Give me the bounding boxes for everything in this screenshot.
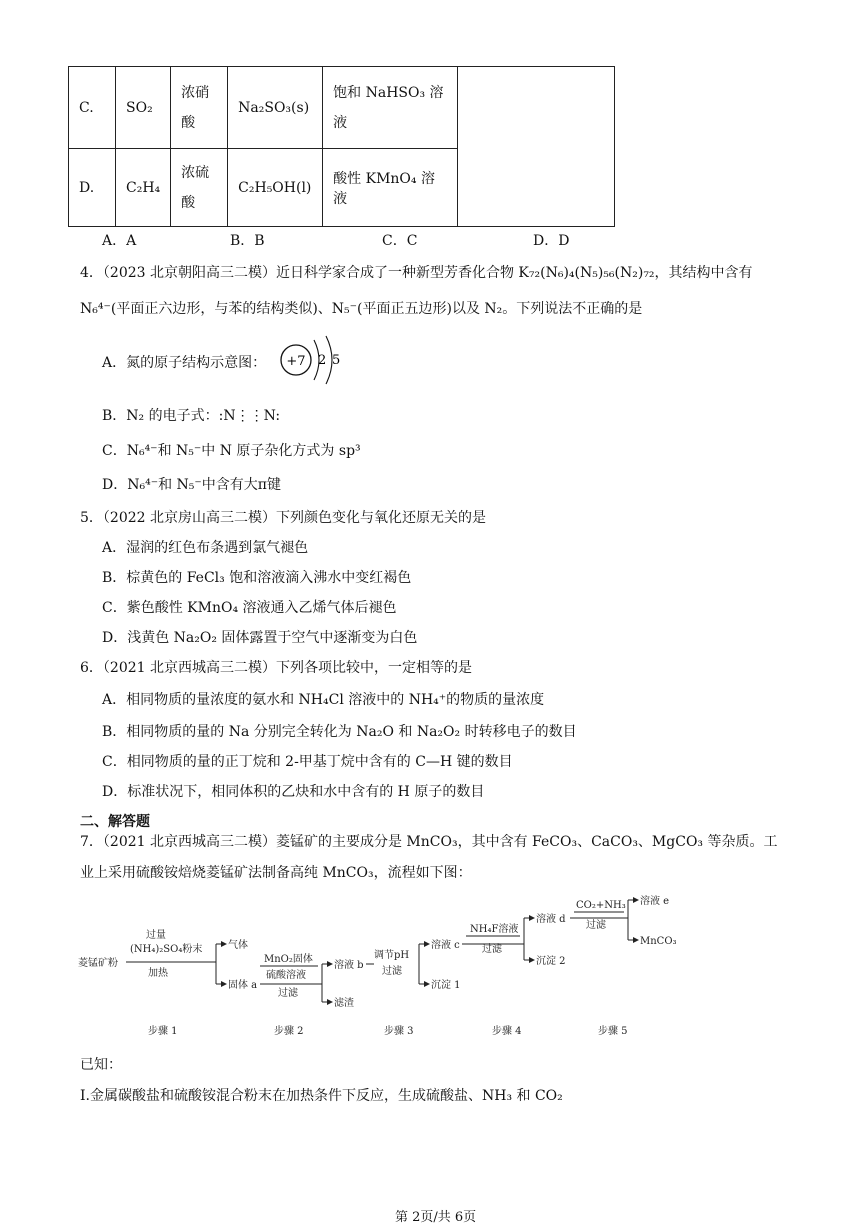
q4-choice-a: A．氮的原子结构示意图： <box>102 355 267 371</box>
sol-d-label: 溶液 d <box>536 914 566 925</box>
cond4-top: NH₄F溶液 <box>470 924 519 935</box>
cond1-top: 过量 <box>146 930 166 941</box>
sol-e-label: 溶液 e <box>640 896 670 907</box>
q6-choice-b: B．相同物质的量的 Na 分别完全转化为 Na₂O 和 Na₂O₂ 时转移电子的数目 <box>102 724 577 740</box>
gas-label: 气体 <box>228 940 248 951</box>
sol-c-label: 溶液 c <box>431 940 460 951</box>
reagent2-cell: Na₂SO₃(s) <box>228 67 323 149</box>
atomic-structure-diagram <box>276 332 356 388</box>
choice-c: C．C <box>382 233 418 249</box>
cond4-bot: 过滤 <box>482 944 502 955</box>
solution-cell: 饱和 NaHSO₃ 溶 液 <box>323 67 458 149</box>
q5-choice-b: B．棕黄色的 FeCl₃ 饱和溶液滴入沸水中变红褐色 <box>102 570 412 586</box>
step-1-label: 步骤 1 <box>148 1026 178 1037</box>
q6-choice-c: C．相同物质的量的正丁烷和 2-甲基丁烷中含有的 C—H 键的数目 <box>102 754 513 770</box>
reagent1-cell: 浓硝 酸 <box>171 67 228 149</box>
ore-label: 菱锰矿粉 <box>78 958 118 969</box>
cond1-mid: (NH₄)₂SO₄粉末 <box>130 944 203 955</box>
ppt2-label: 沉淀 2 <box>536 956 566 967</box>
q7-stem-line2: 业上采用硫酸铵焙烧菱锰矿法制备高纯 MnCO₃，流程如下图： <box>80 865 472 881</box>
page-footer: 第 2页/共 6页 <box>395 1210 477 1225</box>
step-5-label: 步骤 5 <box>598 1026 628 1037</box>
q6-stem: 6．（2021 北京西城高三二模）下列各项比较中，一定相等的是 <box>80 660 472 676</box>
nucleus-charge: +7 <box>286 354 306 369</box>
q4-choice-b: B．N₂ 的电子式：:N⋮⋮N: <box>102 408 281 424</box>
gas-cell: C₂H₄ <box>116 149 171 227</box>
sol-b-label: 溶液 b <box>334 960 364 971</box>
residue-label: 滤渣 <box>334 998 354 1009</box>
q6-choice-a: A．相同物质的量浓度的氨水和 NH₄Cl 溶液中的 NH₄⁺的物质的量浓度 <box>102 692 545 708</box>
q5-stem: 5．（2022 北京房山高三二模）下列颜色变化与氧化还原无关的是 <box>80 510 486 526</box>
cond3-bot: 过滤 <box>382 966 402 977</box>
cond5-top: CO₂+NH₃ <box>576 900 626 911</box>
gas-cell: SO₂ <box>116 67 171 149</box>
row-label: C. <box>69 67 116 149</box>
reagent2-cell: C₂H₅OH(l) <box>228 149 323 227</box>
known-label: 已知： <box>80 1057 122 1073</box>
options-table <box>68 66 615 227</box>
step-2-label: 步骤 2 <box>274 1026 304 1037</box>
q5-choice-c: C．紫色酸性 KMnO₄ 溶液通入乙烯气体后褪色 <box>102 600 397 616</box>
solution-cell: 酸性 KMnO₄ 溶液 <box>323 149 458 227</box>
ppt1-label: 沉淀 1 <box>431 980 461 991</box>
step-4-label: 步骤 4 <box>492 1026 522 1037</box>
cond3-top: 调节pH <box>374 950 410 961</box>
product-label: MnCO₃ <box>640 936 677 947</box>
q4-stem-line2: N₆⁴⁻(平面正六边形，与苯的结构类似)、N₅⁻(平面正五边形)以及 N₂。下列说法不正确的是 <box>80 301 643 317</box>
q4-choice-d: D．N₆⁴⁻和 N₅⁻中含有大π键 <box>102 477 281 493</box>
shell-1-count: 2 <box>318 353 327 368</box>
choice-a: A．A <box>102 233 137 249</box>
cond5-bot: 过滤 <box>586 920 606 931</box>
q6-choice-d: D．标准状况下，相同体积的乙炔和水中含有的 H 原子的数目 <box>102 784 485 800</box>
q5-choice-d: D．浅黄色 Na₂O₂ 固体露置于空气中逐渐变为白色 <box>102 630 418 646</box>
cond1-bot: 加热 <box>148 968 168 979</box>
cond2-top: MnO₂固体 <box>264 954 313 965</box>
cond2-mid: 硫酸溶液 <box>266 970 306 981</box>
q4-choice-c: C．N₆⁴⁻和 N₅⁻中 N 原子杂化方式为 sp³ <box>102 443 361 459</box>
q4-stem-line1: 4．（2023 北京朝阳高三二模）近日科学家合成了一种新型芳香化合物 K₇₂(N₆)₄(N₅)₅₆(N₂)₇₂，其结构中含有 <box>80 265 753 281</box>
cond2-bot: 过滤 <box>278 988 298 999</box>
choice-d: D．D <box>533 233 570 249</box>
known-item-1: I.金属碳酸盐和硫酸铵混合粉末在加热条件下反应，生成硫酸盐、NH₃ 和 CO₂ <box>80 1088 563 1104</box>
step-3-label: 步骤 3 <box>384 1026 414 1037</box>
empty-cell <box>458 67 615 227</box>
row-label: D. <box>69 149 116 227</box>
solid-a-label: 固体 a <box>228 980 258 991</box>
reagent1-cell: 浓硫 酸 <box>171 149 228 227</box>
process-flow-diagram <box>74 888 694 1038</box>
choice-b: B．B <box>230 233 265 249</box>
shell-2-count: 5 <box>332 353 341 368</box>
q7-stem-line1: 7．（2021 北京西城高三二模）菱锰矿的主要成分是 MnCO₃，其中含有 FeCO₃、CaCO₃、MgCO₃ 等杂质。工 <box>80 834 778 850</box>
q5-choice-a: A．湿润的红色布条遇到氯气褪色 <box>102 540 309 556</box>
section-heading: 二、解答题 <box>80 814 150 830</box>
